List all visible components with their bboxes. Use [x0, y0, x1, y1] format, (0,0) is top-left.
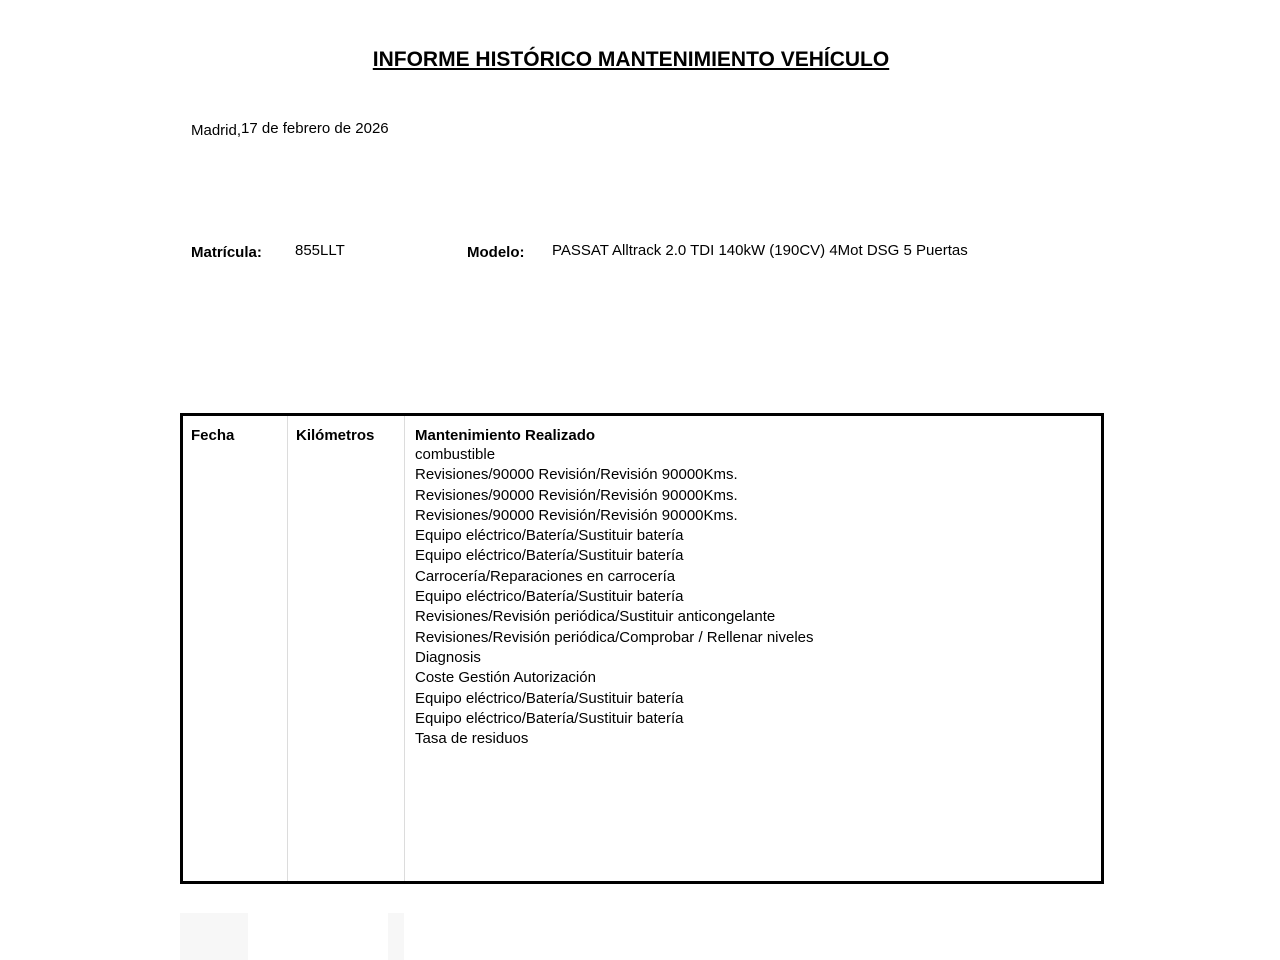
- maintenance-item: Equipo eléctrico/Batería/Sustituir batería: [415, 588, 684, 606]
- maintenance-item: combustible: [415, 446, 496, 463]
- maintenance-item: Equipo eléctrico/Batería/Sustituir batería: [415, 547, 684, 565]
- maintenance-column: [405, 416, 1101, 881]
- date-column-header: Fecha: [191, 427, 235, 444]
- maintenance-item: Carrocería/Reparaciones en carrocería: [415, 567, 676, 585]
- maintenance-item: Equipo eléctrico/Batería/Sustituir batería: [415, 527, 684, 545]
- maintenance-list: [405, 445, 1101, 749]
- maintenance-item: Revisiones/90000 Revisión/Revisión 90000Kms.: [415, 506, 738, 524]
- maintenance-item: Revisiones/Revisión periódica/Comprobar / Rellenar niveles: [415, 628, 814, 646]
- maintenance-item: Diagnosis: [415, 648, 481, 666]
- maintenance-item: Revisiones/90000 Revisión/Revisión 90000Kms.: [415, 466, 738, 484]
- plate-label: Matrícula:: [191, 244, 262, 261]
- km-column-header: Kilómetros: [296, 427, 375, 444]
- maintenance-item: Equipo eléctrico/Batería/Sustituir batería: [415, 709, 684, 727]
- report-date: 17 de febrero de 2026: [241, 120, 389, 137]
- faint-block-right: [388, 913, 404, 960]
- model-label: Modelo:: [467, 244, 525, 261]
- maintenance-item: Coste Gestión Autorización: [415, 669, 596, 687]
- plate-value: 855LLT: [295, 242, 345, 259]
- place-date: [191, 120, 389, 137]
- date-column: [183, 416, 288, 881]
- maintenance-column-header: Mantenimiento Realizado: [415, 427, 596, 444]
- report-title: INFORME HISTÓRICO MANTENIMIENTO VEHÍCULO: [372, 48, 890, 71]
- maintenance-item: Equipo eléctrico/Batería/Sustituir batería: [415, 689, 684, 707]
- report-place: Madrid,: [191, 122, 242, 139]
- faint-block-left: [180, 913, 248, 960]
- model-value: PASSAT Alltrack 2.0 TDI 140kW (190CV) 4Mot DSG 5 Puertas: [552, 242, 968, 259]
- maintenance-table: [180, 413, 1104, 884]
- maintenance-item: Revisiones/Revisión periódica/Sustituir anticongelante: [415, 608, 776, 626]
- maintenance-item: Tasa de residuos: [415, 730, 529, 748]
- km-column: [288, 416, 405, 881]
- maintenance-item: Revisiones/90000 Revisión/Revisión 90000Kms.: [415, 486, 738, 504]
